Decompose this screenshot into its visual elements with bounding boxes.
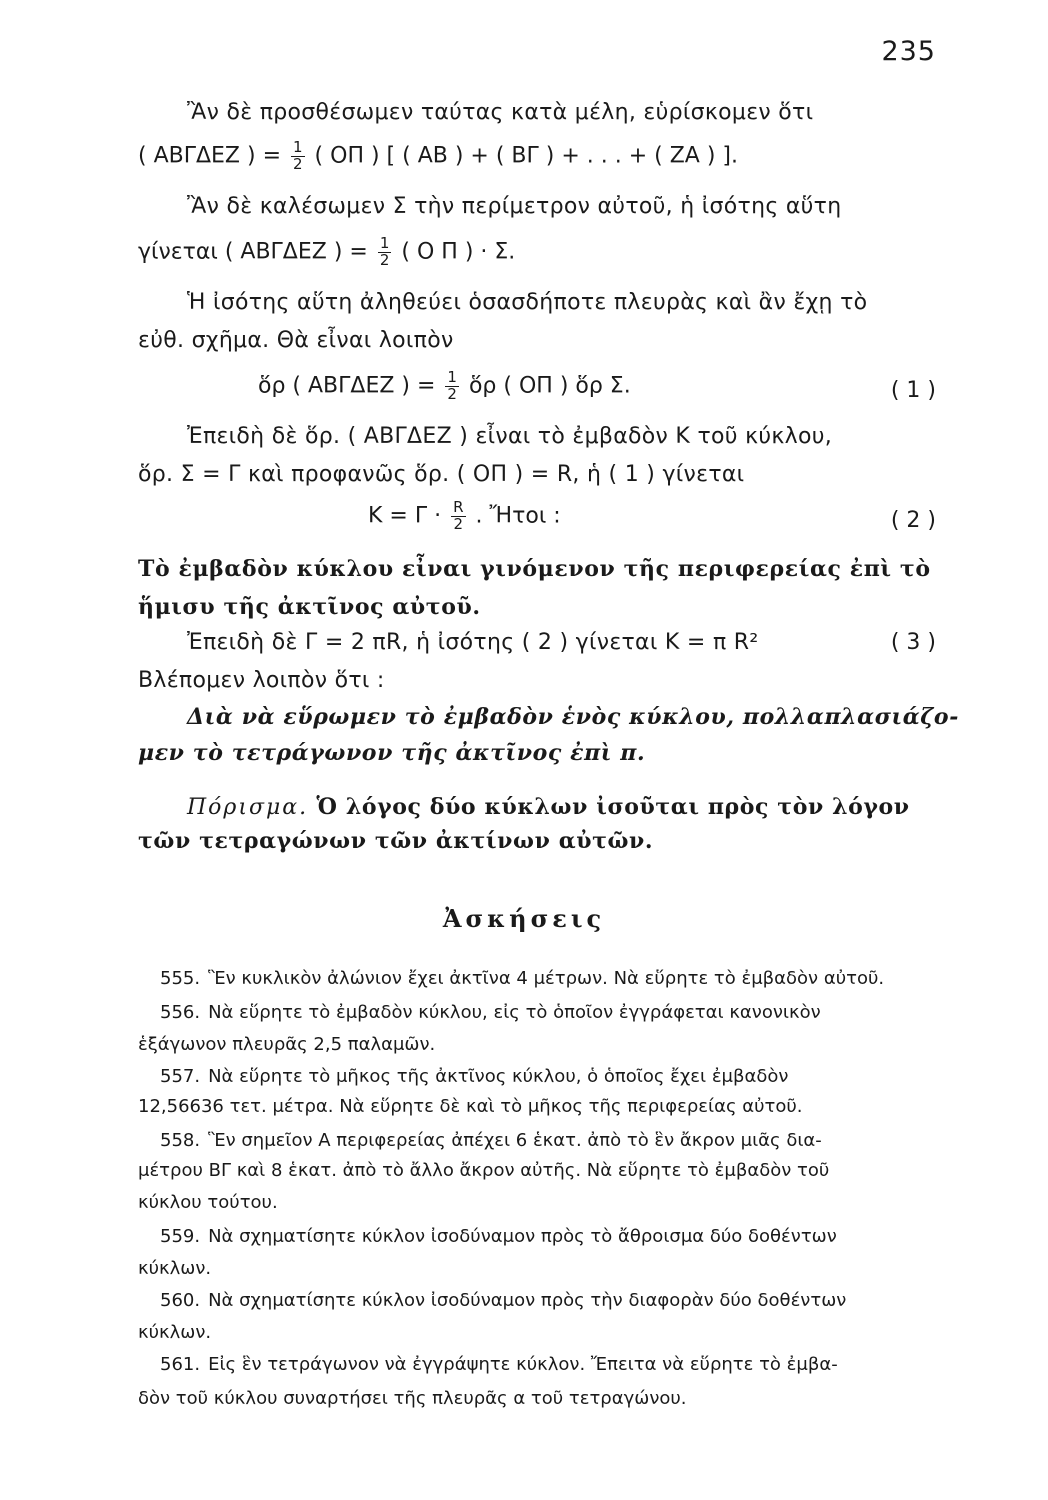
exercise-text: Νὰ εὕρητε τὸ μῆκος τῆς ἀκτῖνος κύκλου, ὁ ὁποῖος ἔχει ἐμβαδὸν [208,1066,789,1087]
theorem-line: ἥμισυ τῆς ἀκτῖνος αὐτοῦ. [138,594,481,620]
text-line: Ἐπειδὴ δὲ Γ = 2 πR, ἡ ἰσότης ( 2 ) γίνεται Κ = π R² [187,630,759,655]
corollary-line: τῶν τετραγώνων τῶν ἀκτίνων αὐτῶν. [138,828,654,854]
exercise-text: Νὰ εὕρητε τὸ ἐμβαδὸν κύκλου, εἰς τὸ ὁποῖον ἐγγράφεται κανονικὸν [208,1002,821,1023]
exercise-text-continued: κύκλων. [138,1258,212,1279]
exercise-item [160,968,960,989]
exercise-item [160,1290,960,1311]
text-line: Ἂν δὲ προσθέσωμεν ταύτας κατὰ μέλη, εὑρίσκομεν ὅτι [187,100,814,125]
theorem-line: Τὸ ἐμβαδὸν κύκλου εἶναι γινόμενον τῆς περιφερείας ἐπὶ τὸ [138,556,931,582]
text-line: Ἂν δὲ καλέσωμεν Σ τὴν περίμετρον αὐτοῦ, ἡ ἰσότης αὕτη [187,194,842,219]
equation-perimeter-sum: ( ΑΒΓΔΕΖ ) = $\frac{1}{2}$ ( ΟΠ ) [ ( ΑΒ ) + ( ΒΓ ) + . . . + ( ΖΑ ) ]. [138,138,738,173]
rule-line: μεν τὸ τετράγωνον τῆς ἀκτῖνος ἐπὶ π. [138,740,646,766]
exercise-number: 559. [160,1226,201,1247]
exercise-number: 555. [160,968,201,989]
exercise-text-continued: δὸν τοῦ κύκλου συναρτήσει τῆς πλευρᾶς α τοῦ τετραγώνου. [138,1388,687,1409]
exercise-item [160,1130,960,1151]
exercise-item [160,1066,960,1087]
exercise-number: 556. [160,1002,201,1023]
exercise-item [160,1354,960,1375]
corollary-line [187,794,987,820]
exercise-number: 557. [160,1066,201,1087]
text-line: εὐθ. σχῆμα. Θὰ εἶναι λοιπὸν [138,328,454,353]
exercise-text-continued: κύκλου τούτου. [138,1192,278,1213]
exercise-number: 558. [160,1130,201,1151]
text-line: Βλέπομεν λοιπὸν ὅτι : [138,668,385,693]
exercise-text: Εἰς ἓν τετράγωνον νὰ ἐγγράψητε κύκλον. Ἔπειτα νὰ εὕρητε τὸ ἐμβα- [208,1354,838,1375]
text-line: Ἡ ἰσότης αὕτη ἀληθεύει ὁσασδήποτε πλευρὰς καὶ ἂν ἔχῃ τὸ [187,290,868,315]
fraction-half: $\frac{1}{2}$ [379,234,390,269]
corollary-label: Πόρισμα. [187,795,309,820]
exercise-text-continued: κύκλων. [138,1322,212,1343]
equation-1: ὅρ ( ΑΒΓΔΕΖ ) = $\frac{1}{2}$ ὅρ ( ΟΠ ) ὅρ Σ. [258,368,631,403]
exercise-item [160,1002,960,1023]
exercises-heading: Ἀσκήσεις [442,904,606,933]
exercise-item [160,1226,960,1247]
equation-area-perimeter: γίνεται ( ΑΒΓΔΕΖ ) = $\frac{1}{2}$ ( Ο Π ) · Σ. [138,234,516,269]
exercise-text: Ἓν κυκλικὸν ἀλώνιον ἔχει ἀκτῖνα 4 μέτρων. Νὰ εὕρητε τὸ ἐμβαδὸν αὐτοῦ. [208,968,885,989]
text-line: ὅρ. Σ = Γ καὶ προφανῶς ὅρ. ( ΟΠ ) = R, ἡ ( 1 ) γίνεται [138,462,745,487]
equation-2: Κ = Γ · $\frac{R}{2}$ . Ἤτοι : [368,498,561,533]
page-number: 235 [881,36,936,67]
exercise-text-continued: μέτρου ΒΓ καὶ 8 ἑκατ. ἀπὸ τὸ ἄλλο ἄκρον αὐτῆς. Νὰ εὕρητε τὸ ἐμβαδὸν τοῦ [138,1160,830,1181]
exercise-number: 561. [160,1354,201,1375]
exercise-text: Νὰ σχηματίσητε κύκλον ἰσοδύναμον πρὸς τὸ ἄθροισμα δύο δοθέντων [208,1226,837,1247]
exercise-text: Ἓν σημεῖον Α περιφερείας ἀπέχει 6 ἑκατ. ἀπὸ τὸ ἓν ἄκρον μιᾶς δια- [208,1130,822,1151]
text-line: Ἐπειδὴ δὲ ὅρ. ( ΑΒΓΔΕΖ ) εἶναι τὸ ἐμβαδὸν Κ τοῦ κύκλου, [187,424,833,449]
fraction-half: $\frac{1}{2}$ [447,368,457,403]
equation-label-3: ( 3 ) [890,630,936,655]
exercise-text: Νὰ σχηματίσητε κύκλον ἰσοδύναμον πρὸς τὴν διαφορὰν δύο δοθέντων [208,1290,847,1311]
exercise-number: 560. [160,1290,201,1311]
fraction-half: $\frac{1}{2}$ [293,138,303,173]
equation-label-1: ( 1 ) [890,378,936,403]
equation-label-2: ( 2 ) [890,508,936,533]
exercise-text-continued: 12,56636 τετ. μέτρα. Νὰ εὕρητε δὲ καὶ τὸ μῆκος τῆς περιφερείας αὐτοῦ. [138,1096,803,1117]
corollary-text: Ὁ λόγος δύο κύκλων ἰσοῦται πρὸς τὸν λόγον [316,794,910,820]
rule-line: Διὰ νὰ εὕρωμεν τὸ ἐμβαδὸν ἑνὸς κύκλου, πολλαπλασιάζο- [187,704,959,730]
exercise-text-continued: ἑξάγωνον πλευρᾶς 2,5 παλαμῶν. [138,1034,436,1055]
fraction-r-half: $\frac{R}{2}$ [453,498,464,533]
